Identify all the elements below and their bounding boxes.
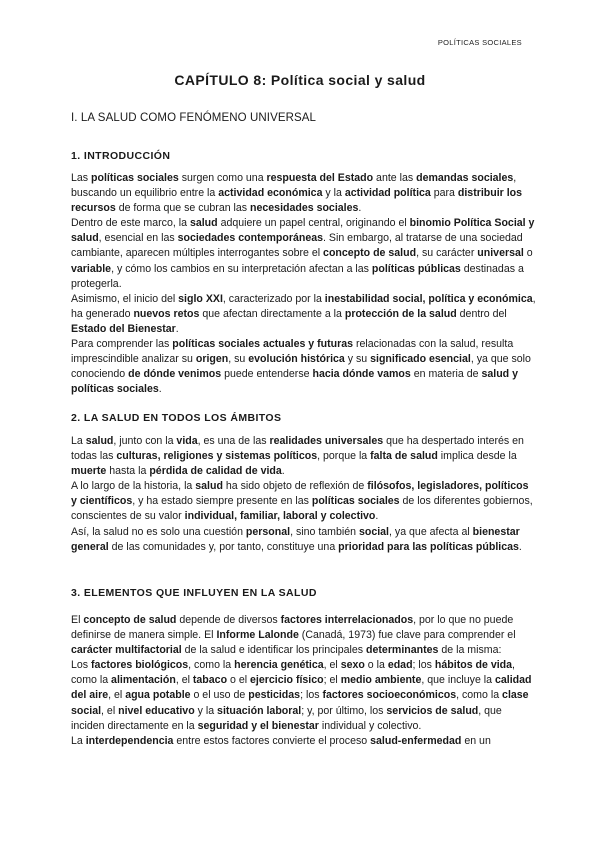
text-run: , y ha estado siempre presente en las <box>132 495 312 508</box>
text-run: ; el <box>323 674 341 687</box>
text-run: . <box>158 383 162 396</box>
paragraph <box>71 434 536 479</box>
text-run: . <box>281 465 285 478</box>
text-run: . <box>375 510 379 523</box>
bold-text-run: medio ambiente <box>340 674 422 687</box>
bold-text-run: variable <box>71 262 112 275</box>
bold-text-run: universal <box>477 247 524 260</box>
text-run: , ya que afecta al <box>389 525 473 538</box>
bold-text-run: Informe Lalonde <box>216 629 299 642</box>
bold-text-run: respuesta del Estado <box>266 172 374 184</box>
text-run: , es una de las <box>197 435 270 447</box>
running-header: POLÍTICAS SOCIALES <box>437 38 522 47</box>
section-body-ambitos <box>71 434 536 555</box>
text-run: o el <box>227 674 251 687</box>
bold-text-run: servicios de salud <box>386 704 479 717</box>
bold-text-run: clase social <box>71 689 529 717</box>
bold-text-run: protección de la salud <box>344 307 457 320</box>
bold-text-run: hábitos de vida <box>434 659 513 672</box>
bold-text-run: nivel educativo <box>118 704 195 717</box>
text-run: depende de diversos <box>176 614 281 626</box>
text-run: , esencial en las <box>98 232 178 245</box>
bold-text-run: calidad del aire <box>71 674 532 702</box>
text-run: dentro del <box>456 307 507 320</box>
text-run: y su <box>344 353 371 366</box>
bold-text-run: políticas públicas <box>371 262 461 275</box>
text-run: de la salud e identificar los principales <box>181 644 367 657</box>
bold-text-run: pérdida de calidad de vida <box>149 465 282 478</box>
bold-text-run: salud y políticas sociales <box>71 368 518 396</box>
text-run: , sino también <box>290 525 359 538</box>
text-run: Así, la salud no es solo una cuestión <box>71 525 246 538</box>
text-run: que afectan directamente a la <box>199 307 345 320</box>
text-run: o la <box>364 659 388 672</box>
bold-text-run: binomio Política Social y salud <box>71 217 535 245</box>
text-run: en materia de <box>410 368 482 381</box>
text-run: , como la <box>456 689 503 702</box>
text-run: ; y, por último, los <box>301 704 387 717</box>
bold-text-run: Estado del Bienestar <box>71 322 176 335</box>
text-run: puede entenderse <box>221 368 313 381</box>
bold-text-run: políticas sociales <box>91 172 179 184</box>
bold-text-run: actividad económica <box>218 187 323 200</box>
text-run: de los diferentes gobiernos, conscientes de su valor <box>71 495 533 523</box>
bold-text-run: políticas sociales <box>311 495 400 508</box>
text-run: , el <box>175 674 193 687</box>
text-run: ante las <box>373 172 417 184</box>
text-run: de las comunidades y, por tanto, constituye una <box>108 540 339 553</box>
text-run: relacionadas con la salud, resulta imprescindible analizar su <box>71 338 514 366</box>
bold-text-run: evolución histórica <box>248 353 345 366</box>
bold-text-run: pesticidas <box>248 689 301 702</box>
bold-text-run: prioridad para las políticas públicas <box>338 540 519 553</box>
section-heading-introduccion: 1. INTRODUCCIÓN <box>71 150 171 162</box>
chapter-title: CAPÍTULO 8: Política social y salud <box>174 72 426 88</box>
text-run: La <box>71 734 86 747</box>
bold-text-run: culturas, religiones y sistemas políticos <box>116 450 318 463</box>
text-run: para <box>430 187 458 200</box>
text-run: Asimismo, el inicio del <box>71 292 179 305</box>
text-run: . Sin embargo, al tratarse de una sociedad cambiante, aparecen múltiples interrogantes sobre el <box>71 232 523 260</box>
text-run: que ha despertado interés en todas las <box>71 435 524 463</box>
bold-text-run: hacia dónde vamos <box>312 368 411 381</box>
bold-text-run: filósofos, legisladores, políticos y científicos <box>71 480 529 508</box>
text-run: , el <box>101 704 119 717</box>
bold-text-run: tabaco <box>192 674 228 687</box>
paragraph <box>71 216 536 291</box>
bold-text-run: inestabilidad social, política y económica <box>324 292 533 305</box>
text-run: entre estos factores convierte el proceso <box>173 734 371 747</box>
text-run: , caracterizado por la <box>222 292 325 305</box>
bold-text-run: nuevos retos <box>133 307 200 320</box>
bold-text-run: distribuir los recursos <box>71 187 523 215</box>
text-run: ha sido objeto de reflexión de <box>222 480 368 493</box>
bold-text-run: alimentación <box>111 674 176 687</box>
text-run: , que incluye la <box>421 674 495 687</box>
bold-text-run: situación laboral <box>217 704 302 717</box>
bold-text-run: individual, familiar, laboral y colectivo <box>184 510 376 523</box>
bold-text-run: salud <box>195 480 223 493</box>
text-run: , por lo que no puede definirse de manera simple. El <box>71 614 514 642</box>
text-run: , como la <box>188 659 235 672</box>
text-run: La <box>71 435 86 447</box>
bold-text-run: sexo <box>340 659 365 672</box>
bold-text-run: salud <box>85 435 114 447</box>
text-run: implica desde la <box>437 450 517 463</box>
text-run: adquiere un papel central, originando el <box>217 217 410 230</box>
text-run: destinadas a protegerla. <box>71 262 524 290</box>
bold-text-run: factores biológicos <box>91 659 189 672</box>
part-title: I. LA SALUD COMO FENÓMENO UNIVERSAL <box>71 112 317 124</box>
bold-text-run: actividad política <box>344 187 431 200</box>
bold-text-run: concepto de salud <box>83 614 177 626</box>
paragraph <box>71 525 536 555</box>
text-run: y la <box>194 704 218 717</box>
bold-text-run: interdependencia <box>85 734 174 747</box>
text-run: , como la <box>71 659 515 687</box>
paragraph <box>71 479 536 524</box>
text-run: , que inciden directamente en la <box>71 704 502 732</box>
bold-text-run: herencia genética <box>234 659 324 672</box>
bold-text-run: necesidades sociales <box>250 202 359 215</box>
text-run: , el <box>108 689 126 702</box>
bold-text-run: políticas sociales actuales y futuras <box>172 338 354 351</box>
bold-text-run: seguridad y el bienestar <box>197 719 319 732</box>
text-run: , su carácter <box>416 247 478 260</box>
bold-text-run: agua potable <box>125 689 191 702</box>
text-run: , su <box>228 353 249 366</box>
text-run: en un <box>461 734 491 747</box>
text-run: o el uso de <box>190 689 249 702</box>
text-run: , el <box>323 659 341 672</box>
bold-text-run: siglo XXI <box>178 292 223 305</box>
bold-text-run: muerte <box>71 465 107 478</box>
bold-text-run: realidades universales <box>269 435 384 447</box>
bold-text-run: edad <box>387 659 413 672</box>
text-run: El <box>71 614 84 626</box>
paragraph <box>71 337 536 397</box>
bold-text-run: factores interrelacionados <box>280 614 414 626</box>
bold-text-run: bienestar general <box>71 525 520 553</box>
text-run: . <box>175 322 179 335</box>
bold-text-run: significado esencial <box>370 353 471 366</box>
text-run: individual y colectivo. <box>318 719 422 732</box>
text-run: hasta la <box>106 465 150 478</box>
bold-text-run: demandas sociales <box>416 172 514 184</box>
bold-text-run: personal <box>245 525 291 538</box>
section-body-elementos <box>71 613 536 749</box>
text-run: surgen como una <box>178 172 267 184</box>
text-run: , y cómo los cambios en su interpretación afectan a las <box>111 262 372 275</box>
text-run: , ya que solo conociendo <box>71 353 531 381</box>
paragraph <box>71 292 536 337</box>
text-run: de forma que se cubran las <box>115 202 251 215</box>
bold-text-run: salud <box>189 217 218 230</box>
bold-text-run: vida <box>176 435 198 447</box>
section-heading-ambitos: 2. LA SALUD EN TODOS LOS ÁMBITOS <box>71 412 282 424</box>
section-body-introduccion <box>71 171 536 397</box>
text-run: . <box>358 202 362 215</box>
paragraph <box>71 658 536 733</box>
text-run: de la misma: <box>438 644 502 657</box>
bold-text-run: sociedades contemporáneas <box>177 232 324 245</box>
text-run: , junto con la <box>113 435 177 447</box>
section-heading-elementos: 3. ELEMENTOS QUE INFLUYEN EN LA SALUD <box>71 587 317 599</box>
text-run: o <box>523 247 533 260</box>
text-run: A lo largo de la historia, la <box>71 480 196 493</box>
bold-text-run: falta de salud <box>370 450 438 463</box>
bold-text-run: carácter multifactorial <box>71 644 182 657</box>
text-run: (Canadá, 1973) fue clave para comprender el <box>298 629 516 642</box>
paragraph <box>71 171 536 216</box>
paragraph <box>71 734 536 749</box>
bold-text-run: concepto de salud <box>323 247 417 260</box>
text-run: . <box>518 540 522 553</box>
text-run: ; los <box>412 659 435 672</box>
bold-text-run: social <box>358 525 390 538</box>
text-run: y la <box>322 187 345 200</box>
text-run: Las <box>71 172 92 184</box>
text-run: , porque la <box>317 450 371 463</box>
bold-text-run: determinantes <box>366 644 439 657</box>
text-run: , buscando un equilibrio entre la <box>71 172 517 200</box>
text-run: Los <box>71 659 92 672</box>
paragraph <box>71 613 536 658</box>
text-run: ; los <box>300 689 323 702</box>
text-run: , ha generado <box>71 292 536 320</box>
bold-text-run: de dónde venimos <box>128 368 222 381</box>
text-run: Para comprender las <box>71 338 173 351</box>
bold-text-run: origen <box>195 353 229 366</box>
bold-text-run: factores socioeconómicos <box>322 689 457 702</box>
bold-text-run: ejercicio físico <box>250 674 324 687</box>
bold-text-run: salud-enfermedad <box>370 734 462 747</box>
text-run: Dentro de este marco, la <box>71 217 190 230</box>
